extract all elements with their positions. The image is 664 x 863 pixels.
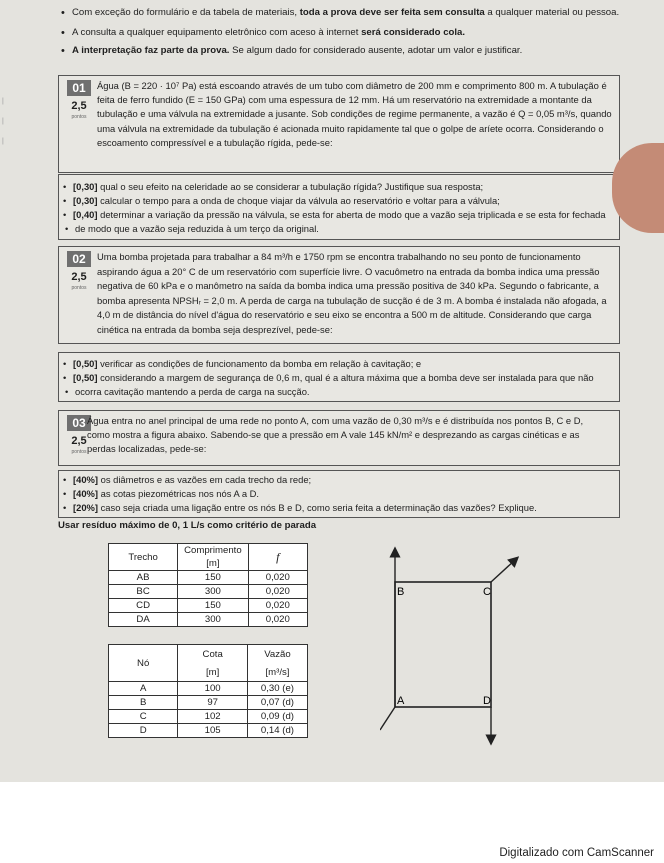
table-header: Trecho xyxy=(109,544,178,571)
list-item: • [40%] as cotas piezométricas nos nós A a D. xyxy=(73,488,259,500)
question-2-items xyxy=(58,352,620,402)
margin-mark: | xyxy=(2,118,4,125)
question-points: 2,5 xyxy=(71,100,87,112)
table-header-unit: [m] xyxy=(178,663,248,682)
list-item: • [0,30] qual o seu efeito na celeridade ao se considerar a tubulação rígida? Justifique sua resposta; xyxy=(73,181,483,193)
table-header-unit: [m] xyxy=(178,557,248,571)
table-row: AB 150 0,020 xyxy=(109,571,308,585)
question-1-items xyxy=(58,174,620,240)
margin-mark: | xyxy=(2,98,4,105)
table-row: C 102 0,09 (d) xyxy=(109,710,308,724)
list-item: • [20%] caso seja criada uma ligação entre os nós B e D, como seria feita a determinação das vazões? Explique. xyxy=(73,502,537,514)
question-statement: Água (B = 220 · 10⁷ Pa) está escoando através de um tubo com diâmetro de 200 mm e comprimento 800 m. A tubulação é feita de ferro fundido (E = 150 GPa) com uma espessura de 12 mm. Há um reservatório na extremidade a montante da tubulação e uma válvula na extremidade a jusante. Sob condições de regime permanente, a vazão é Q = 0,05 m³/s, quando uma válvula na extremidade da tubulação é acionada muito rapidamente tal que o golpe de aríete ocorra. Considerando o escoamento compressível e a tubulação rígida, pede-se: xyxy=(97,80,612,148)
table-row: B 97 0,07 (d) xyxy=(109,696,308,710)
stop-criterion: Usar resíduo máximo de 0, 1 L/s como critério de parada xyxy=(58,520,317,531)
list-item: • [0,50] considerando a margem de segurança de 0,6 m, qual é a altura máxima que a bomba deve ser instalada para que não xyxy=(73,372,594,384)
question-3-box xyxy=(58,410,620,466)
question-number: 03 xyxy=(67,415,91,431)
list-item: • [40%] os diâmetros e as vazões em cada trecho da rede; xyxy=(73,474,311,486)
question-1-box xyxy=(58,75,620,173)
question-points-label: pontos xyxy=(71,285,87,291)
node-label-A: A xyxy=(397,695,405,707)
question-number: 02 xyxy=(67,251,91,267)
question-points-label: pontos xyxy=(71,449,87,455)
instruction-2: • A consulta a qualquer equipamento eletrônico com aceso à internet será considerado cola. xyxy=(72,27,465,39)
pipe-network-diagram xyxy=(380,540,530,750)
scanner-watermark: Digitalizado com CamScanner xyxy=(499,847,654,859)
list-item: • [0,50] verificar as condições de funcionamento da bomba em relação à cavitação; e xyxy=(73,358,421,370)
table-header-unit: [m³/s] xyxy=(247,663,307,682)
table-row: A 100 0,30 (e) xyxy=(109,682,308,696)
question-points: 2,5 xyxy=(71,435,87,447)
question-number: 01 xyxy=(67,80,91,96)
node-table xyxy=(108,644,308,738)
question-statement: Água entra no anel principal de uma rede no ponto A, com uma vazão de 0,30 m³/s e é distribuída nos pontos B, C e D, como mostra a figura abaixo. Sabendo-se que a pressão em A vale 145 kN/m² e desprezando as cargas cinéticas e as perdas localizadas, pede-se: xyxy=(87,415,584,455)
table-header: Cota xyxy=(178,645,248,664)
list-item-continuation: • de modo que a vazão seja reduzida à um terço da original. xyxy=(75,223,319,235)
table-header: Vazão xyxy=(247,645,307,664)
node-label-B: B xyxy=(397,586,405,598)
table-row: D 105 0,14 (d) xyxy=(109,724,308,738)
question-2-box xyxy=(58,246,620,344)
node-label-C: C xyxy=(483,586,491,598)
node-label-D: D xyxy=(483,695,491,707)
instruction-3: • A interpretação faz parte da prova. Se algum dado for considerado ausente, adotar um valor e justificar. xyxy=(72,45,522,57)
table-row: CD 150 0,020 xyxy=(109,599,308,613)
margin-mark: | xyxy=(2,138,4,145)
question-3-items xyxy=(58,470,620,518)
flow-arrow-C xyxy=(491,560,515,582)
table-header: f xyxy=(248,544,307,571)
network-loop xyxy=(395,582,491,707)
table-row: BC 300 0,020 xyxy=(109,585,308,599)
question-points-label: pontos xyxy=(71,114,87,120)
instruction-1: • Com exceção do formulário e da tabela de materiais, toda a prova deve ser feita sem consulta a qualquer material ou pessoa. xyxy=(72,7,619,19)
list-item-continuation: • ocorra cavitação mantendo a perda de carga na sucção. xyxy=(75,386,310,398)
table-header: Nó xyxy=(109,645,178,682)
flow-arrow-A xyxy=(380,707,395,730)
list-item: • [0,40] determinar a variação da pressão na válvula, se esta for aberta de modo que a vazão seja triplicada e se esta for fechada xyxy=(73,209,606,221)
question-statement: Uma bomba projetada para trabalhar a 84 m³/h e 1750 rpm se encontra trabalhando no seu ponto de funcionamento aspirando água a 20° C de um reservatório com superfície livre. O vacuômetro na entrada da bomba indica uma pressão negativa de 60 kPa e o manômetro na saída da bomba indica uma pressão positiva de 340 kPa. Segundo o fabricante, a bomba apresenta NPSHᵣ = 2,0 m. A perda de carga na tubulação de sucção é de 3 m. A bomba é instalada não afogada, a 4,0 m de distância do nível d'água do reservatório e seu eixo se encontra a 500 m de altitude. Considerando que carga cinética na entrada da bomba seja desprezível, pede-se: xyxy=(97,251,607,335)
table-header: Comprimento xyxy=(178,544,248,558)
list-item: • [0,30] calcular o tempo para a onda de choque viajar da válvula ao reservatório e voltar para a válvula; xyxy=(73,195,500,207)
table-row: DA 300 0,020 xyxy=(109,613,308,627)
pipe-table xyxy=(108,543,308,627)
question-points: 2,5 xyxy=(71,271,87,283)
